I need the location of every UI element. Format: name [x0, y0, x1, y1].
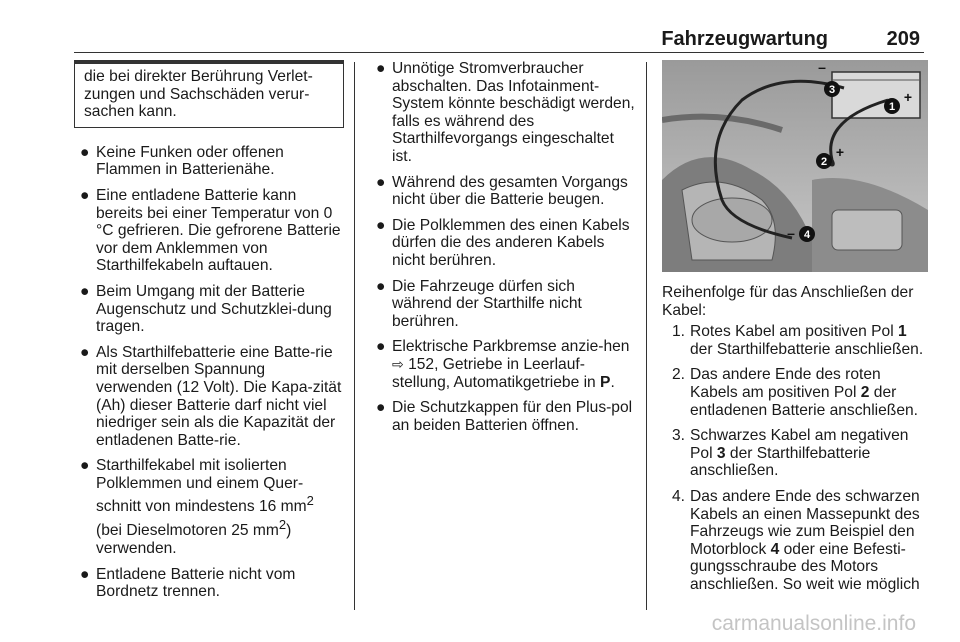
page-reference-arrow-icon[interactable]: ⇨ [392, 355, 404, 372]
warning-box [74, 60, 344, 128]
column-middle [370, 60, 638, 442]
svg-text:3: 3 [828, 84, 836, 96]
list-item: ● Elektrische Parkbremse anzie-hen ⇨ 152, Getriebe in Leerlauf-stellung, Automatikgetriebe in P. [376, 338, 630, 391]
bullet-icon: ● [80, 282, 90, 300]
page-reference-link[interactable]: 152, Getriebe in Leerlauf-stellung, Automatikgetriebe in [392, 355, 601, 391]
watermark: carmanualsonline.info [711, 612, 916, 635]
bullet-icon: ● [80, 186, 90, 204]
column-divider [354, 62, 355, 610]
list-item: ● Unnötige Stromverbraucher abschalten. Das Infotainment-System könnte beschädigt werden, falls es während des Starthilfevorgangs eingeschaltet ist. [376, 60, 635, 165]
jump-start-illustration [662, 60, 928, 272]
svg-text:+: + [835, 144, 845, 160]
section-title: Fahrzeugwartung [661, 28, 828, 50]
list-item: ● Während des gesamten Vorgangs nicht über die Batterie beugen. [376, 173, 628, 209]
svg-text:2: 2 [820, 156, 828, 168]
bullet-list [74, 144, 344, 601]
bullet-icon: ● [376, 60, 386, 77]
bullet-icon: ● [376, 216, 386, 234]
bullet-icon: ● [80, 343, 90, 361]
list-item: ● Die Schutzkappen für den Plus-pol an beiden Batterien öffnen. [376, 399, 633, 434]
column-left [74, 60, 344, 609]
list-item: ● Beim Umgang mit der Batterie Augenschutz und Schutzklei-dung tragen. [80, 282, 332, 336]
bullet-icon: ● [376, 338, 386, 356]
intro-text: Reihenfolge für das Anschließen der Kabel: [662, 284, 914, 319]
bullet-icon: ● [376, 277, 386, 295]
bullet-icon: ● [80, 565, 90, 583]
svg-text:–: – [787, 225, 795, 241]
list-item: ● Keine Funken oder offenen Flammen in Batterienähe. [80, 143, 284, 179]
list-item: ● Die Polklemmen des einen Kabels dürfen die des anderen Kabels nicht berühren. [376, 216, 630, 269]
list-item: ● Entladene Batterie nicht vom Bordnetz trennen. [80, 565, 296, 601]
bullet-list [370, 60, 638, 434]
list-item: ● Starthilfekabel mit isolierten Polklemmen und einem Quer-schnitt von mindestens 16 $mm^2$ (bei Dieselmotoren 25 $mm^2$) verwenden. [80, 457, 314, 558]
list-item: 4. Das andere Ende des schwarzen Kabels an einen Massepunkt des Fahrzeugs wie zum Beispiel den Motorblock 4 oder eine Befesti-gungsschraube des Motors anschließen. So weit wie möglich [672, 487, 920, 593]
page-number: 209 [886, 28, 920, 50]
list-item: 2. Das andere Ende des roten Kabels am positiven Pol 2 der entladenen Batterie anschließen. [672, 366, 918, 419]
list-item: 1. Rotes Kabel am positiven Pol 1 der Starthilfebatterie anschließen. [672, 323, 924, 358]
bullet-icon: ● [376, 399, 386, 417]
warning-text: die bei direkter Berührung Verlet-zungen und Sachschäden verur-sachen kann. [84, 68, 313, 121]
svg-text:–: – [818, 60, 826, 75]
list-item: ● Eine entladene Batterie kann bereits bei einer Temperatur von 0 °C gefrieren. Die gefrorene Batterie vor dem Anklemmen von Starthilfekabeln auftauen. [80, 186, 341, 275]
list-item: ● Als Starthilfebatterie eine Batte-rie mit derselben Spannung verwenden (12 Volt). Die Kapa-zität (Ah) dieser Batterie darf nicht viel niedriger sein als die Kapazität der entladenen Batte-rie. [80, 343, 342, 449]
column-right [662, 60, 928, 602]
bullet-icon: ● [80, 457, 90, 475]
svg-text:+: + [903, 89, 913, 105]
engine-bay-illustration [662, 60, 928, 272]
page-header [74, 16, 924, 53]
list-item: 3. Schwarzes Kabel am negativen Pol 3 der Starthilfebatterie anschließen. [672, 427, 909, 480]
svg-text:4: 4 [803, 229, 811, 241]
numbered-steps [662, 323, 928, 593]
column-divider [646, 62, 647, 610]
bullet-icon: ● [80, 143, 90, 161]
list-item: ● Die Fahrzeuge dürfen sich während der Starthilfe nicht berühren. [376, 277, 582, 330]
svg-text:1: 1 [888, 101, 896, 113]
bullet-icon: ● [376, 173, 386, 191]
